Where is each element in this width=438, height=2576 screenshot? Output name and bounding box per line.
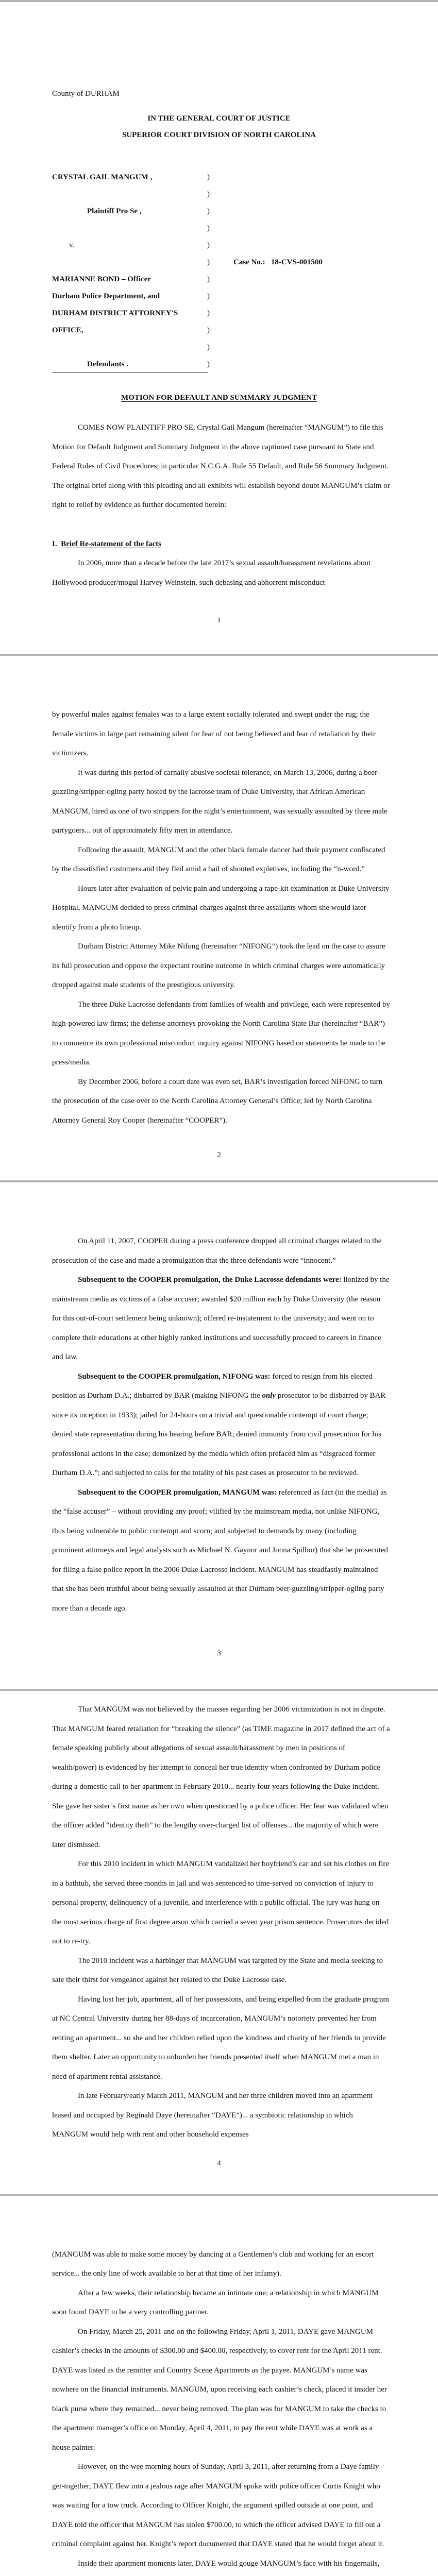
document-page-3 [0, 1180, 438, 1689]
paren: ) [207, 360, 210, 368]
paragraph: That MANGUM was not believed by the masses regarding her 2006 victimization is not in dispute. That MANGUM feared retaliation for “breaking the silence” (as TIME magazine in 2017 defined the act of a female speaking publicly about allegations of sexual assault/harassment by men in positions of wealth/power) is evidenced by her attempt to conceal her true identity when confronted by Durham police during a domestic call to her apartment in February 2010... nearly four years following the Duke incident. She gave her sister’s first name as her own when questioned by a police officer. Her fear was validated when the officer added “identity theft” to the lengthy over-charged list of offenses... the majority of which were later dismissed. [52, 1705, 390, 1849]
paragraph-lead: Subsequent to the COOPER promulgation, the Duke Lacrosse defendants were: [78, 1276, 342, 1284]
paren: ) [207, 173, 210, 181]
paragraph-text: forced to resign from his elected position as Durham D.A.; disbarred by BAR (making NIFONG the [52, 1372, 373, 1400]
paren: ) [207, 241, 210, 249]
defendant-line: OFFICE, [52, 326, 83, 334]
paren: ) [207, 258, 210, 266]
defendants-role: Defendants . [87, 360, 129, 368]
paragraph-text: referenced as fact (in the media) as the “false accuser” – without providing any proof; vilified by the mainstream media, not unlike NIFONG, thus being vulnerable to public contempt and scorn; and subjected to demands by many (including prominent attorneys and legal analysts such as Michael N. Gaynor and Jonna Spilbor) that she be prosecuted for filing a false police report in the 2006 Duke Lacrosse incident. MANGUM has steadfastly maintained that she has been truthful about being sexually assaulted at that Durham beer-guzzling/stripper-ogling party more than a decade ago. [52, 1488, 388, 1613]
motion-title-text: MOTION FOR DEFAULT AND SUMMARY JUDGMENT [121, 394, 317, 402]
paragraph-text: prosecutor to be disbarred by BAR since its inception in 1933); jailed for 24-hours on a trivial and questionable contempt of court charge; denied state representation during his hearing before BAR; denied immunity from civil prosecution for his professional actions in the case; demonized by the media which often prefaced him as “disgraced former Durham D.A.”; and subjected to calls for the totality of his past cases as prosecutor to be reviewed. [52, 1392, 386, 1477]
paragraph-text: lionized by the mainstream media as victims of a false accuser; awarded $20 million each by Duke University (the reason for this out-of-court settlement being unknown); offered re-instatement to the university; and went on to complete their educations at other highly ranked institutions and successfully proceed to careers in finance and law. [52, 1276, 390, 1361]
page-number: 2 [217, 1151, 221, 1159]
paragraph: On Friday, March 25, 2011 and on the following Friday, April 1, 2011, DAYE gave MANGUM cashier’s checks in the amounts of $300.00 and $400.00, respectively, to cover rent for the April 2011 rent. DAYE was listed as the remitter and Country Scene Apartments as the payee. MANGUM’s name was nowhere on the financial instruments. MANGUM, upon receiving each cashier’s check, placed it insider her black purse where they remained... never being removed. The plan was for MANGUM to take the checks to the apartment manager’s office on Monday, April 4, 2011, to pay the rent while DAYE was at work as a house painter. [52, 2327, 387, 2452]
court-heading [0, 110, 438, 143]
section-title: Brief Re-statement of the facts [61, 539, 162, 548]
paragraph: (MANGUM was able to make some money by dancing at a Gentlemen’s club and working for an escort service... the only line of work available to her at that time of her infamy). [52, 2250, 374, 2278]
paragraph: Following the assault, MANGUM and the other black female dancer had their payment confiscated by the dissatisfied customers and they fled amid a hail of shouted expletives, including the “n-word.” [52, 845, 385, 873]
paren: ) [207, 207, 210, 215]
page-number: 3 [217, 1649, 221, 1657]
section-paragraph: In 2006, more than a decade before the late 2017’s sexual assault/harassment revelations about Hollywood producer/mogul Harvey Weinstein, such debasing and abhorrent misconduct [52, 559, 371, 587]
paren: ) [207, 190, 210, 198]
paragraph [52, 1270, 390, 1367]
paragraph: After a few weeks, their relationship became an intimate one; a relationship in which MANGUM soon found DAYE to be a very controlling partner. [52, 2289, 379, 2316]
paragraph: On April 11, 2007, COOPER during a press conference dropped all criminal charges related to the prosecution of the case and made a promulgation that the three defendants were “innocent.” [52, 1237, 382, 1265]
page-2-body [0, 705, 390, 1130]
case-number-value: 18-CVS-001500 [271, 258, 323, 266]
defendant-line: MARIANNE BOND – Officer [52, 275, 151, 283]
paragraph [52, 1483, 390, 1619]
page-1-body [0, 418, 390, 592]
page-number: 4 [217, 2159, 221, 2167]
document-page-2 [0, 654, 438, 1180]
paragraph: However, on the wee morning hours of Sunday, April 3, 2011, after returning from a Daye family get-together, DAYE flew into a jealous rage after MANGUM spoke with police officer Curtis Knight who was waiting for a tow truck. According to Officer Knight, the argument spilled outside at one point, and DAYE told the officer that MANGUM has stolen $700.00, to which the officer advised DAYE to fill out a criminal complaint against her. Knight’s report documented that DAYE stated that he would forget about it. [52, 2463, 384, 2548]
plaintiff-name: CRYSTAL GAIL MANGUM , [52, 173, 153, 181]
case-number [233, 254, 323, 271]
page-5-body [0, 2245, 390, 2576]
document-page-4 [0, 1689, 438, 2194]
court-line-1: IN THE GENERAL COURT OF JUSTICE [147, 114, 291, 123]
paragraph: It was during this period of carnally abusive societal tolerance, on March 13, 2006, during a beer-guzzling/stripper-ogling party hosted by the lacrosse team of Duke University, that African American MANGUM, hired as one of two strippers for the night’s entertainment, was sexually assaulted by three male partygoers... out of approximately fifty men in attendance. [52, 768, 388, 835]
defendant-line: DURHAM DISTRICT ATTORNEY'S [52, 309, 178, 317]
page-3-body [0, 1232, 390, 1618]
versus-label: v. [69, 241, 75, 249]
county-label: County of DURHAM [52, 90, 120, 98]
paragraph-lead: Subsequent to the COOPER promulgation, NIFONG was: [78, 1372, 271, 1381]
defendant-line: Durham Police Department, and [52, 292, 160, 300]
paragraph: Durham District Attorney Mike Nifong (hereinafter “NIFONG”) took the lead on the case to assure its full prosecution and oppose the expectant routine outcome in which criminal charges were automatically dropped against male students of the prestigious university. [52, 942, 385, 989]
document-page-5 [0, 2194, 438, 2576]
case-caption-block [0, 169, 438, 373]
paren: ) [207, 326, 210, 334]
document-page-1 [0, 0, 438, 654]
paren: ) [207, 275, 210, 283]
page-4-body [0, 1700, 390, 2145]
section-number: I. [52, 539, 57, 548]
page-number: 1 [217, 616, 221, 624]
plaintiff-role: Plaintiff Pro Se , [87, 207, 142, 215]
paragraph: The 2010 incident was a harbinger that MANGUM was targeted by the State and media seeking to sate their thirst for vengeance against her related to the Duke Lacrosse case. [52, 1956, 383, 1984]
motion-title [0, 393, 438, 403]
case-caption [52, 169, 207, 373]
paragraph: Inside their apartment moments later, DAYE would gouge MANGUM’s face with his fingernails, [78, 2559, 380, 2568]
paragraph: In late February/early March 2011, MANGUM and her three children moved into an apartment leased and occupied by Reginald Daye (hereinafter “DAYE”)... a symbiotic relationship in which MANGUM would help with rent and other household expenses [52, 2092, 373, 2139]
paragraph-lead: Subsequent to the COOPER promulgation, MANGUM was: [78, 1488, 277, 1497]
caption-parentheses [207, 169, 210, 373]
court-line-2: SUPERIOR COURT DIVISION OF NORTH CAROLINA [122, 131, 316, 139]
paragraph [52, 1367, 390, 1483]
paragraph: For this 2010 incident in which MANGUM vandalized her boyfriend’s car and set his clothes on fire in a bathtub, she served three months in jail and was sentenced to time-served on conviction of injury to personal property, delinquency of a juvenile, and interference with a public official. The jury was hung on the most serious charge of first degree arson which carried a seven year prison sentence. Prosecutors decided not to re-try. [52, 1860, 390, 1945]
paren: ) [207, 292, 210, 300]
section-heading [52, 535, 390, 554]
paragraph: Hours later after evaluation of pelvic pain and undergoing a rape-kit examination at Duke University Hospital, MANGUM decided to press criminal charges against three assailants whom she would later identify from a photo lineup. [52, 884, 390, 931]
paragraph: Having lost her job, apartment, all of her possessions, and being expelled from the graduate program at NC Central University during her 88-days of incarceration, MANGUM’s notoriety prevented her from renting an apartment... so she and her children relied upon the kindness and charity of her friends to provide them shelter. Later an opportunity to unburden her friends presented itself when MANGUM met a man in need of apartment rental assistance. [52, 1995, 389, 2081]
paragraph: By December 2006, before a court date was even set, BAR’s investigation forced NIFONG to turn the prosecution of the case over to the North Carolina Attorney General’s Office; led by North Carolina Attorney General Roy Cooper (hereinafter “COOPER”). [52, 1077, 383, 1125]
paragraph: by powerful males against females was to a large extent socially tolerated and swept under the rug; the female victims in large part remaining silent for fear of not being believed and fear of retaliation by their victimizers. [52, 710, 376, 757]
emphasis-text: only [262, 1392, 276, 1400]
paren: ) [207, 309, 210, 317]
paragraph: The three Duke Lacrosse defendants from families of wealth and privilege, each were represented by high-powered law firms; the defense attorneys provoking the North Carolina State Bar (hereinafter “BAR”) to commence its own professional misconduct inquiry against NIFONG based on statements he made to the press/media. [52, 1000, 390, 1066]
intro-paragraph: COMES NOW PLAINTIFF PRO SE, Crystal Gail Mangum (hereinafter “MANGUM”) to file this Motion for Default Judgment and Summary Judgment in the above captioned case pursuant to State and Federal Rules of Civil Procedures; in particular N.C.G.A. Rule 55 Default, and Rule 56 Summary Judgment. The original brief along with this pleading and all exhibits will establish beyond doubt MANGUM’s claim or right to relief by evidence as further documented herein: [52, 423, 390, 509]
paren: ) [207, 224, 210, 232]
case-number-label: Case No.: [233, 258, 265, 266]
paren: ) [207, 343, 210, 351]
